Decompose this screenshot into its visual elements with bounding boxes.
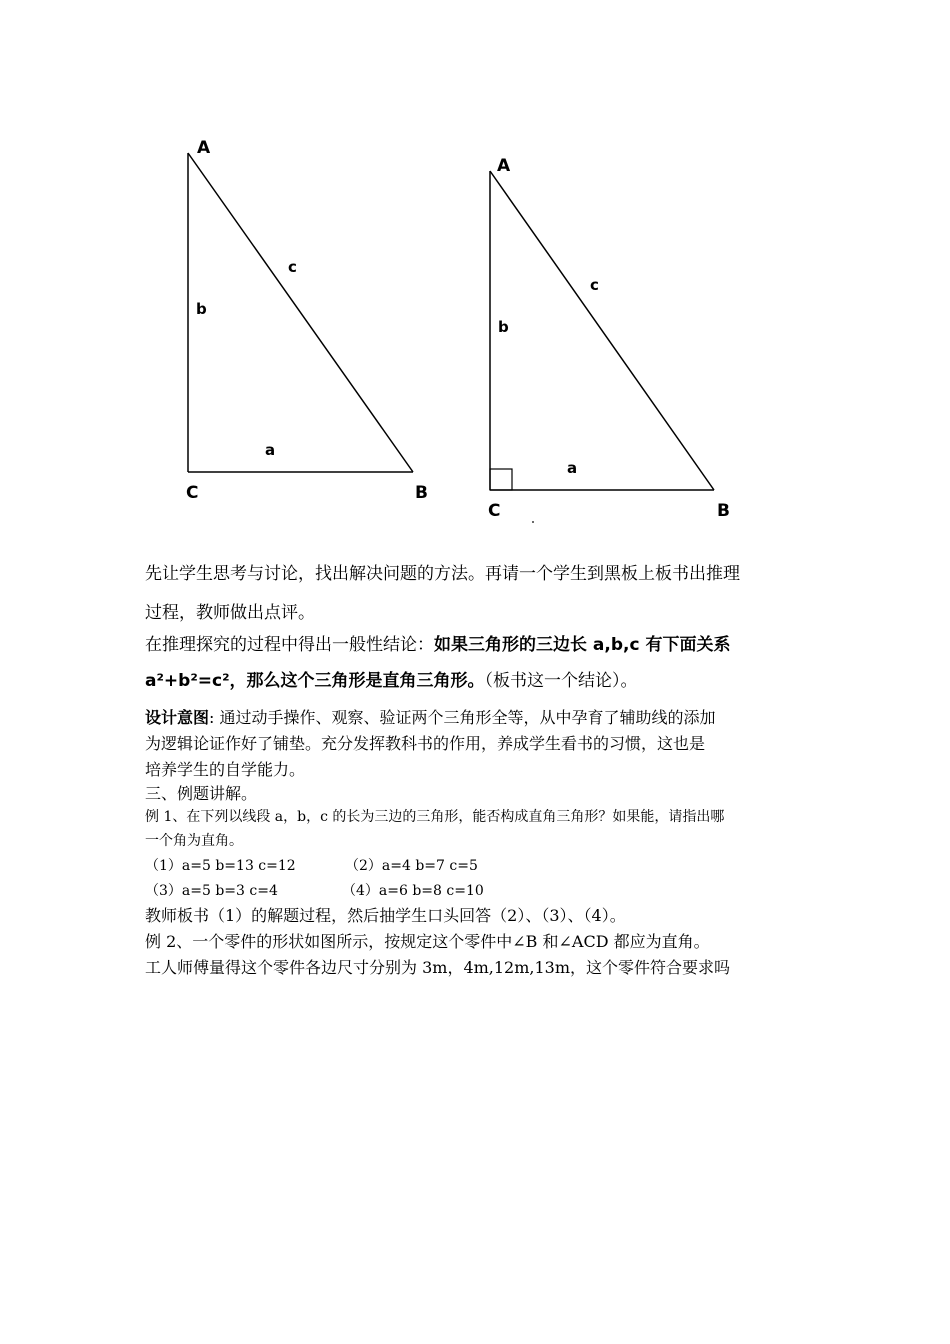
paragraph-2-line-2 (145, 666, 638, 691)
section-heading: 三、例题讲解。 (145, 784, 258, 803)
example-2-line-1: 例 2、一个零件的形状如图所示，按规定这个零件中∠B 和∠ACD 都应为直角。 (145, 932, 710, 951)
left-side-label-b: b (196, 300, 207, 318)
conclusion-bold-1: 如果三角形的三边长 a,b,c 有下面关系 (434, 635, 731, 655)
right-vertex-b: B (717, 501, 730, 521)
teacher-note: 教师板书（1）的解题过程，然后抽学生口头回答（2）、（3）、（4）。 (145, 906, 626, 925)
design-intent-line-3: 培养学生的自学能力。 (145, 760, 306, 779)
left-vertex-c: C (186, 483, 199, 503)
left-vertex-b: B (415, 483, 428, 503)
paragraph-1-line-1: 先让学生思考与讨论，找出解决问题的方法。再请一个学生到黑板上板书出推理 (145, 564, 740, 584)
paragraph-2-line-1 (145, 630, 730, 655)
right-triangle (488, 156, 730, 523)
right-side-label-a: a (567, 459, 578, 477)
conclusion-bold-2: a²+b²=c²，那么这个三角形是直角三角形。 (145, 671, 485, 691)
example-1-line-2: 一个角为直角。 (145, 833, 243, 849)
left-side-c (188, 153, 413, 472)
example-1-item-1: （1）a=5 b=13 c=12 (145, 858, 296, 874)
example-1-row-1 (145, 855, 478, 875)
example-1-item-2: （2）a=4 b=7 c=5 (345, 858, 478, 874)
paragraph-1-line-2: 过程，教师做出点评。 (145, 603, 315, 623)
left-side-label-a: a (265, 441, 276, 459)
design-intent-line-1 (145, 705, 716, 728)
right-angle-marker (490, 469, 512, 490)
right-side-c (490, 171, 714, 490)
design-intent-label: 设计意图 (145, 708, 210, 727)
example-1-row-2 (145, 880, 484, 900)
example-1-item-4: （4）a=6 b=8 c=10 (342, 883, 484, 899)
design-intent-text-1: : 通过动手操作、观察、验证两个三角形全等，从中孕育了辅助线的添加 (209, 708, 716, 727)
conclusion-note: （板书这一个结论）。 (484, 671, 638, 691)
left-triangle (186, 138, 428, 503)
example-1-item-3: （3）a=5 b=3 c=4 (145, 883, 278, 899)
conclusion-intro: 在推理探究的过程中得出一般性结论： (145, 635, 434, 655)
left-side-label-c: c (288, 258, 297, 276)
triangle-figures (0, 0, 950, 540)
left-vertex-a: A (197, 138, 211, 158)
example-2-line-2: 工人师傅量得这个零件各边尺寸分别为 3m，4m,12m,13m，这个零件符合要求吗 (145, 958, 731, 977)
right-side-label-c: c (590, 276, 599, 294)
stray-dot (532, 521, 534, 523)
design-intent-line-2: 为逻辑论证作好了铺垫。充分发挥教科书的作用，养成学生看书的习惯，这也是 (145, 734, 706, 753)
right-vertex-a: A (497, 156, 511, 176)
right-vertex-c: C (488, 501, 501, 521)
right-side-label-b: b (498, 318, 509, 336)
example-1-line-1: 例 1、在下列以线段 a，b，c 的长为三边的三角形，能否构成直角三角形？如果能，请指出哪 (145, 809, 725, 825)
